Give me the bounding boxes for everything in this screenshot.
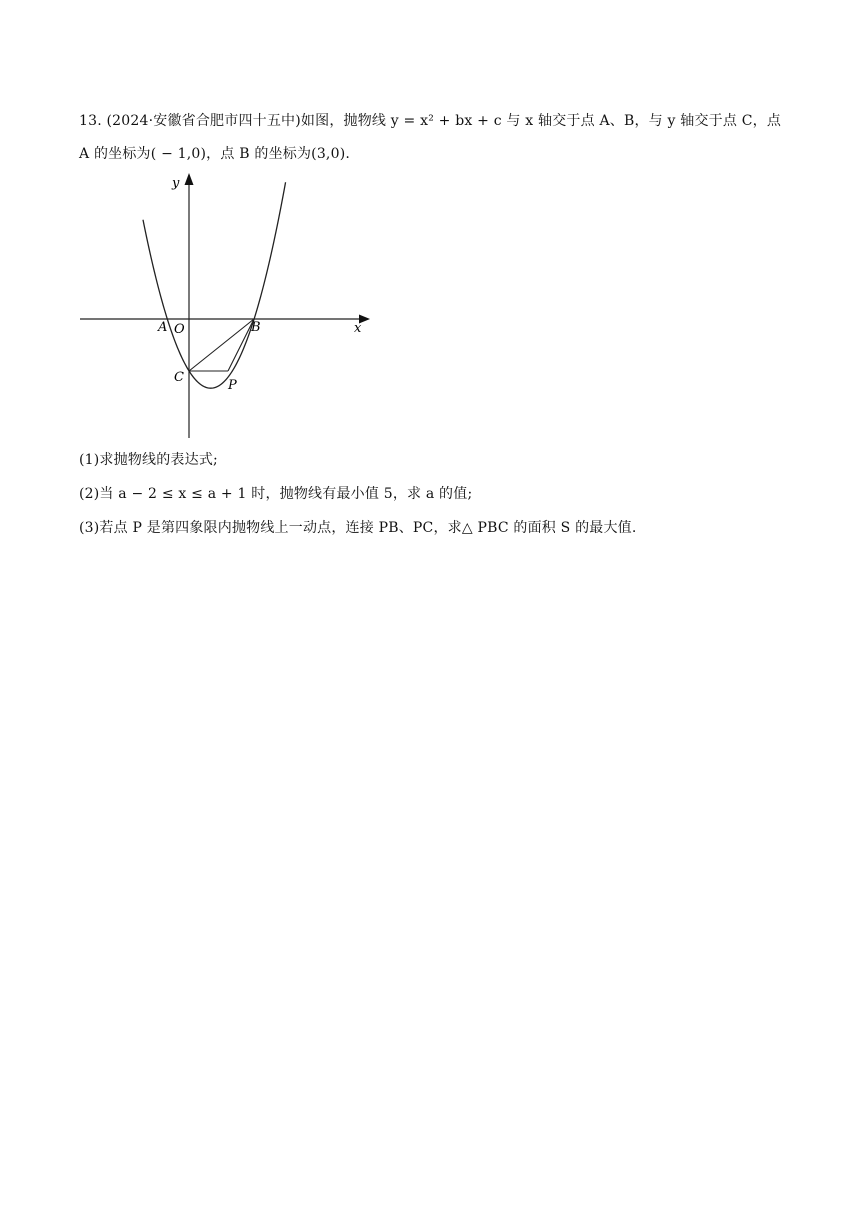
point-p-label: P: [228, 378, 237, 393]
point-c-label: C: [174, 370, 184, 385]
question-2: (2)当 a − 2 ≤ x ≤ a + 1 时，抛物线有最小值 5，求 a 的值;: [79, 486, 473, 502]
parabola-diagram: [78, 168, 378, 443]
problem-statement-line-1: 13. (2024·安徽省合肥市四十五中)如图，抛物线 y = x² + bx + c 与 x 轴交于点 A、B，与 y 轴交于点 C，点: [79, 113, 782, 129]
point-a-label: A: [158, 320, 168, 335]
point-o-label: O: [174, 322, 185, 337]
point-b-label: B: [251, 320, 261, 335]
y-axis-arrow: [185, 173, 194, 185]
parabola-figure: [78, 168, 378, 443]
x-axis-label: x: [354, 321, 362, 336]
y-axis-label: y: [172, 176, 180, 191]
question-3: (3)若点 P 是第四象限内抛物线上一动点，连接 PB、PC，求△ PBC 的面积 S 的最大值.: [79, 520, 637, 536]
question-1: (1)求抛物线的表达式;: [79, 452, 218, 468]
segment-cb: [189, 319, 254, 371]
parabola-curve: [143, 182, 286, 388]
problem-statement-line-2: A 的坐标为( − 1,0)，点 B 的坐标为(3,0).: [79, 146, 351, 162]
